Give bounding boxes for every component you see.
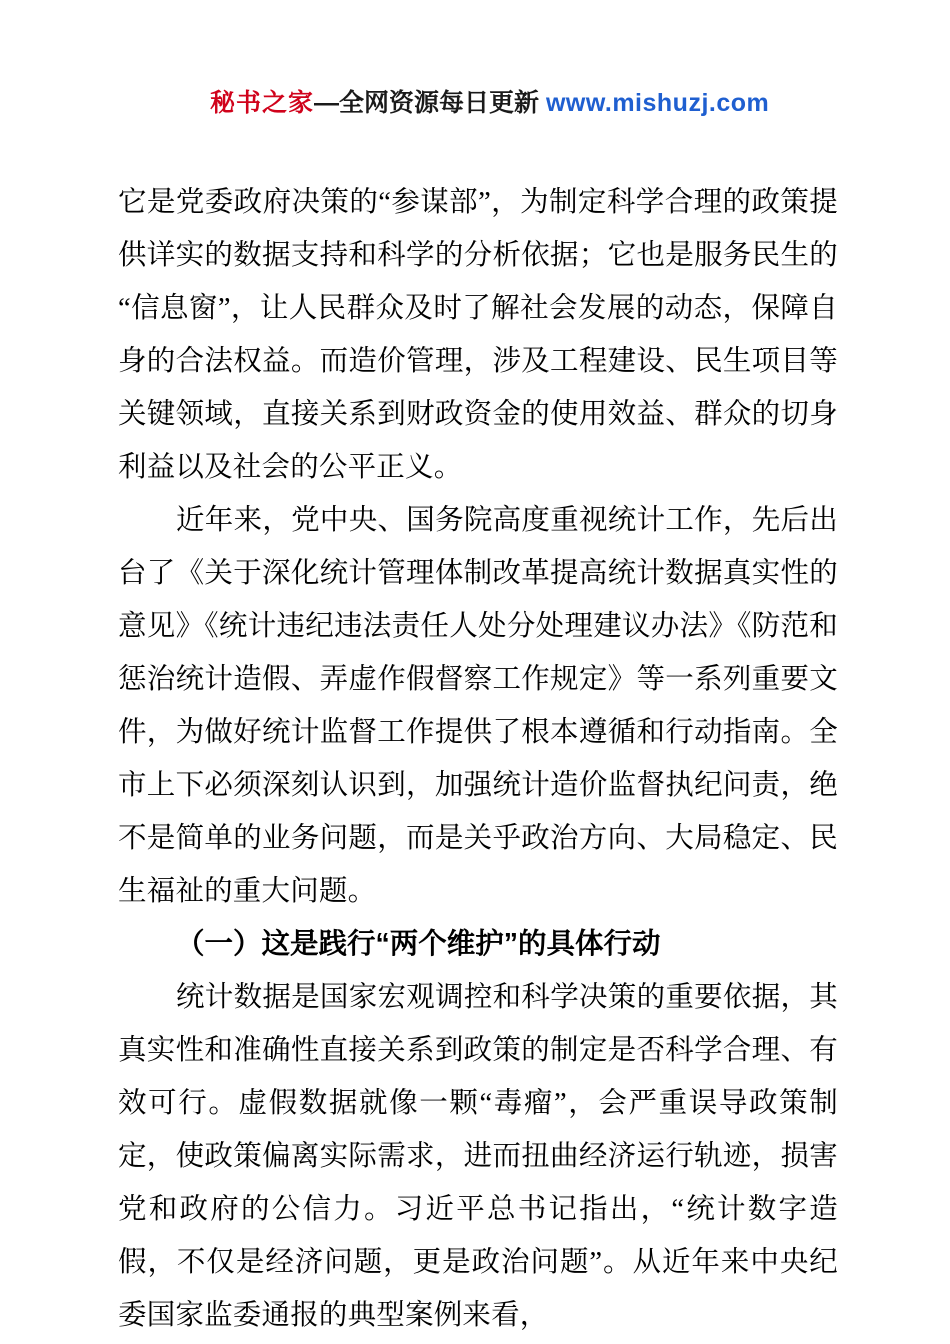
site-watermark-header [210, 88, 850, 118]
site-brand-name: 秘书之家 [210, 89, 315, 117]
paragraph-2: 近年来，党中央、国务院高度重视统计工作，先后出台了《关于深化统计管理体制改革提高统计数据真实性的意见》《统计违纪违法责任人处分处理建议办法》《防范和惩治统计造假、弄虚作假督察工作规定》等一系列重要文件，为做好统计监督工作提供了根本遵循和行动指南。全市上下必须深刻认识到，加强统计造价监督执纪问责，绝不是简单的业务问题，而是关乎政治方向、大局稳定、民生福祉的重大问题。 [118, 505, 838, 907]
paragraph-1: 它是党委政府决策的“参谋部”，为制定科学合理的政策提供详实的数据支持和科学的分析依据；它也是服务民生的“信息窗”，让人民群众及时了解社会发展的动态，保障自身的合法权益。而造价管理，涉及工程建设、民生项目等关键领域，直接关系到财政资金的使用效益、群众的切身利益以及社会的公平正义。 [118, 187, 838, 483]
section-heading-1: （一）这是践行“两个维护”的具体行动 [176, 928, 661, 960]
document-body [118, 176, 838, 1342]
site-tagline: —全网资源每日更新 [314, 89, 546, 117]
site-url[interactable]: www.mishuzj.com [545, 89, 770, 117]
paragraph-3: 统计数据是国家宏观调控和科学决策的重要依据，其真实性和准确性直接关系到政策的制定是否科学合理、有效可行。虚假数据就像一颗“毒瘤”，会严重误导政策制定，使政策偏离实际需求，进而扭曲经济运行轨迹，损害党和政府的公信力。习近平总书记指出，“统计数字造假，不仅是经济问题，更是政治问题”。从近年来中央纪委国家监委通报的典型案例来看， [118, 982, 838, 1331]
